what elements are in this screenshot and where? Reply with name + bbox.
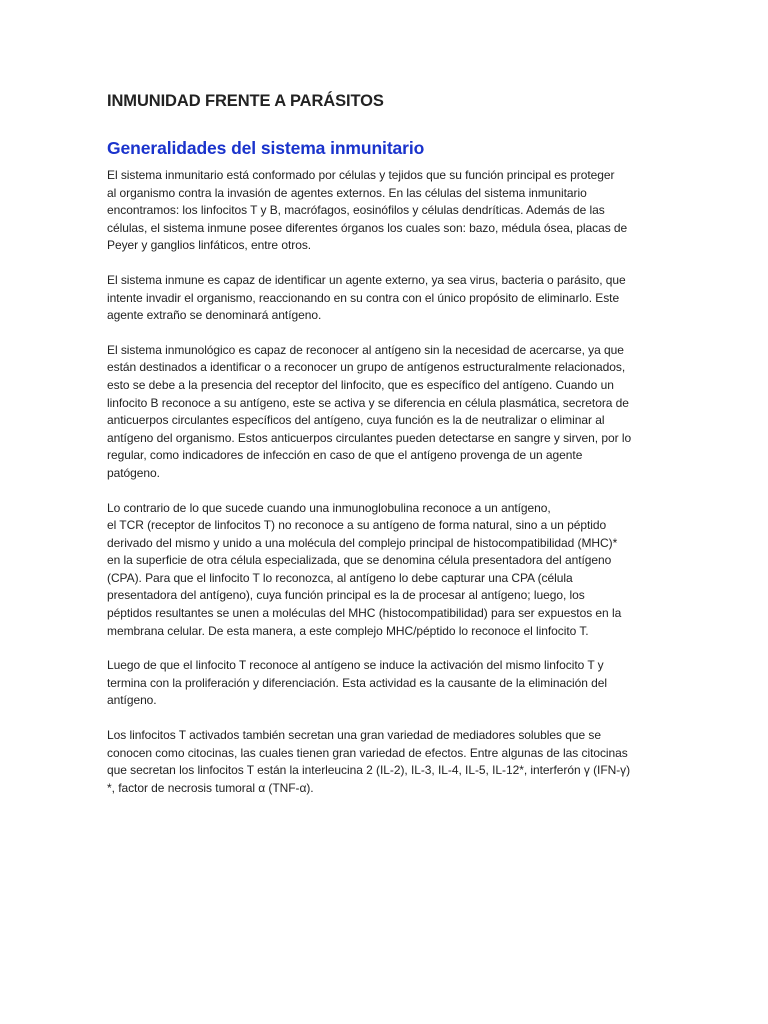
text-line: antígeno del organismo. Estos anticuerpos circulantes pueden detectarse en sangre y sirven, por lo	[107, 430, 632, 445]
text-line: encontramos: los linfocitos T y B, macrófagos, eosinófilos y células dendríticas. Además de las	[107, 203, 605, 218]
text-line: antígeno.	[107, 693, 157, 708]
text-line: termina con la proliferación y diferenciación. Esta actividad es la causante de la eliminación del	[107, 675, 608, 690]
text-line: Los linfocitos T activados también secretan una gran variedad de mediadores solubles que se	[107, 728, 601, 743]
text-line: péptidos resultantes se unen a moléculas del MHC (histocompatibilidad) para ser expuestos en la	[107, 606, 622, 621]
text-line: derivado del mismo y unido a una molécula del complejo principal de histocompatibilidad (MHC)*	[107, 535, 618, 550]
paragraph-2	[107, 272, 663, 325]
text-line: anticuerpos circulantes específicos del antígeno, cuya función es la de neutralizar o eliminar al	[107, 413, 605, 428]
text-line: membrana celular. De esta manera, a este complejo MHC/péptido lo reconoce el linfocito T.	[107, 623, 589, 638]
document-page	[107, 90, 663, 814]
text-line: El sistema inmunológico es capaz de reconocer al antígeno sin la necesidad de acercarse, ya que	[107, 342, 624, 357]
text-line: al organismo contra la invasión de agentes externos. En las células del sistema inmunitario	[107, 185, 587, 200]
text-line: conocen como citocinas, las cuales tienen gran variedad de efectos. Entre algunas de las citocinas	[107, 745, 628, 760]
document-title: INMUNIDAD FRENTE A PARÁSITOS	[107, 92, 384, 110]
text-line: (CPA). Para que el linfocito T lo reconozca, al antígeno lo debe capturar una CPA (célula	[107, 570, 573, 585]
paragraph-1	[107, 167, 663, 255]
text-line: el TCR (receptor de linfocitos T) no reconoce a su antígeno de forma natural, sino a un péptido	[107, 518, 607, 533]
paragraph-6	[107, 727, 663, 797]
text-line: El sistema inmune es capaz de identificar un agente externo, ya sea virus, bacteria o parásito, que	[107, 272, 626, 287]
paragraph-3	[107, 342, 663, 483]
text-line: esto se debe a la presencia del receptor del linfocito, que es específico del antígeno. Cuando un	[107, 377, 614, 392]
text-line: Peyer y ganglios linfáticos, entre otros.	[107, 238, 312, 253]
text-line: están destinados a identificar o a reconocer un grupo de antígenos estructuralmente relacionados,	[107, 360, 626, 375]
text-line: patógeno.	[107, 465, 160, 480]
section-heading: Generalidades del sistema inmunitario	[107, 138, 425, 158]
text-line: en la superficie de otra célula especializada, que se denomina célula presentadora del antígeno	[107, 553, 612, 568]
text-line: El sistema inmunitario está conformado por células y tejidos que su función principal es proteger	[107, 168, 615, 182]
paragraph-5	[107, 657, 663, 710]
text-line: Lo contrario de lo que sucede cuando una inmunoglobulina reconoce a un antígeno,	[107, 500, 551, 515]
text-line: Luego de que el linfocito T reconoce al antígeno se induce la activación del mismo linfocito T y	[107, 658, 604, 673]
paragraph-4	[107, 500, 663, 641]
text-line: intente invadir el organismo, reaccionando en su contra con el único propósito de eliminarlo. Este	[107, 290, 620, 305]
text-line: células, el sistema inmune posee diferentes órganos los cuales son: bazo, médula ósea, placas de	[107, 220, 628, 235]
text-line: regular, como indicadores de infección en caso de que el antígeno provenga de un agente	[107, 448, 583, 463]
text-line: agente extraño se denominará antígeno.	[107, 308, 322, 323]
text-line: *, factor de necrosis tumoral α (TNF-α).	[107, 780, 314, 795]
text-line: presentadora del antígeno), cuya función principal es la de procesar al antígeno; luego, los	[107, 588, 585, 603]
text-line: linfocito B reconoce a su antígeno, este se activa y se diferencia en célula plasmática, secretora de	[107, 395, 629, 410]
text-line: que secretan los linfocitos T están la interleucina 2 (IL-2), IL-3, IL-4, IL-5, IL-12*, interferón γ (IFN-γ)	[107, 763, 631, 778]
